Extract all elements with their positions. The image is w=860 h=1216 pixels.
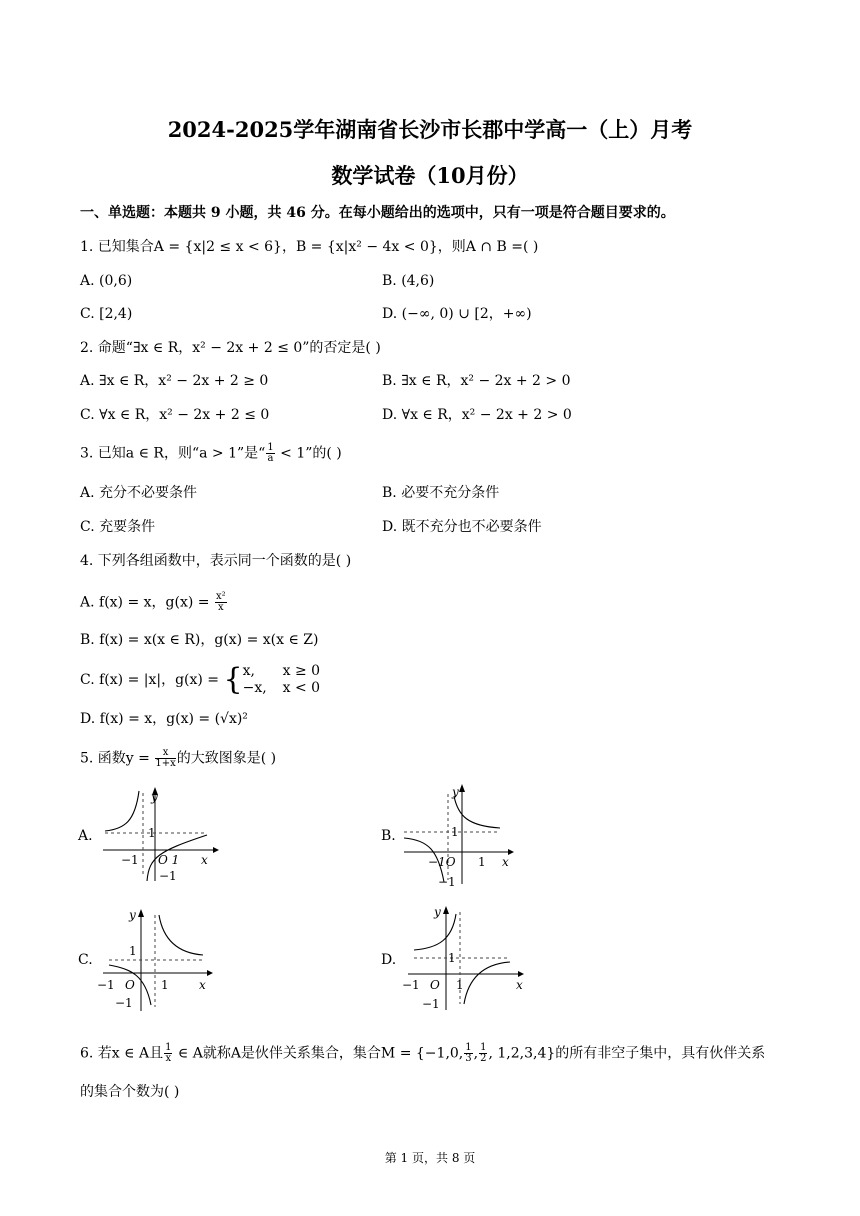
q5-fraction [155,748,175,769]
q3-option-a: A. 充分不必要条件 [80,485,198,501]
q5-stem-b: 的大致图象是( ) [176,750,277,767]
q3-frac-num: 1 [267,442,274,453]
q5b-x-label: x [502,855,509,869]
q5a-y-label: y [151,790,158,804]
page-footer: 第 1 页，共 8 页 [384,1151,476,1165]
q5-frac-num: x [155,748,175,759]
section-heading: 一、单选题：本题共 9 小题，共 46 分。在每小题给出的选项中，只有一项是符合题目要求的。 [80,205,675,221]
q5-label-c: C. [78,952,93,968]
q5b-neg1o-label: −1O [428,855,456,869]
q5-graph-d [400,900,530,1016]
q3-option-d: D. 既不充分也不必要条件 [382,519,542,535]
q1-option-c: C. [2,4) [80,306,133,322]
q5d-neg1y-label: −1 [422,997,440,1011]
q3-stem-a: 3. 已知a ∈ R，则“a > 1”是“ [80,445,266,462]
q1-stem: 1. 已知集合A = {x|2 ≤ x < 6}，B = {x|x² − 4x < 0}，则A ∩ B =( ) [80,239,539,255]
q5-stem [80,748,276,769]
q5d-o-label: O [430,978,440,992]
q5a-one-label: 1 [148,826,156,840]
q1-option-d: D. (−∞, 0) ∪ [2，+∞) [382,306,532,322]
q2-option-b: B. ∃x ∈ R，x² − 2x + 2 > 0 [382,373,571,389]
q3-stem-b: < 1”的( ) [275,445,342,462]
q5-graph-a [95,785,220,885]
q5d-y-label: y [434,905,441,919]
q5d-neg1-label: −1 [402,978,420,992]
q4-c-cases [243,663,320,697]
q3-fraction [266,443,274,464]
q5c-one-label: 1 [129,944,137,958]
q4-option-c [80,660,320,700]
q5b-one-x-label: 1 [478,855,486,869]
q5-graph-c [95,903,220,1013]
q5-label-d: D. [381,952,397,968]
q5d-x-label: x [516,978,523,992]
q3-stem [80,443,342,464]
q2-stem: 2. 命题“∃x ∈ R，x² − 2x + 2 ≤ 0”的否定是( ) [80,340,381,356]
q6-frac-1 [164,1043,172,1064]
q5-label-a: A. [78,828,93,844]
q6-line1-a: 6. 若x ∈ A且 [80,1045,164,1062]
q6-line1-c: , 1,2,3,4}的所有非空子集中，具有伙伴关系 [488,1045,766,1062]
q5c-neg1-label: −1 [97,978,115,992]
q6-line1-b: ∈ A就称A是伙伴关系集合，集合M = {−1,0, [173,1045,464,1062]
q5d-one-label: 1 [448,951,456,965]
q6-f3-den: 2 [480,1053,487,1064]
q4-a-den: x [217,602,224,613]
q4-c-case1a: x, [242,663,255,679]
q4-c-case2a: −x, [242,680,267,696]
q5c-neg1y-label: −1 [115,996,133,1010]
q5-graph-b [400,780,520,890]
q2-option-a: A. ∃x ∈ R，x² − 2x + 2 ≥ 0 [80,373,269,389]
q5d-one-x-label: 1 [456,978,464,992]
q5-stem-a: 5. 函数y = [80,750,155,767]
q5a-neg1y-label: −1 [159,869,177,883]
q3-frac-den: a [267,453,274,464]
q6-f1-den: x [165,1053,172,1064]
q3-option-b: B. 必要不充分条件 [382,485,500,501]
q5b-neg1y-label: −1 [438,875,456,889]
q5-frac-den: 1+x [155,758,176,769]
q4-c-case1b: x ≥ 0 [282,663,321,679]
q4-a-pre: A. f(x) = x，g(x) = [80,594,214,611]
q5c-x-label: x [199,978,206,992]
q4-c-case2b: x < 0 [282,680,321,696]
q5c-y-label: y [129,908,136,922]
q5a-o1-label: O 1 [158,853,180,867]
exam-title-line2: 数学试卷（10月份） [331,163,529,188]
q4-a-num: x² [215,591,226,602]
q6-frac-3 [479,1043,487,1064]
q2-option-d: D. ∀x ∈ R，x² − 2x + 2 > 0 [382,407,572,423]
q4-stem: 4. 下列各组函数中，表示同一个函数的是( ) [80,553,352,569]
q6-f1-num: 1 [165,1042,172,1053]
exam-title-line1: 2024-2025学年湖南省长沙市长郡中学高一（上）月考 [167,117,693,142]
q6-f2-num: 1 [465,1042,472,1053]
q4-c-pre: C. f(x) = |x|，g(x) = [80,672,224,688]
q3-option-c: C. 充要条件 [80,519,156,535]
q4-option-b: B. f(x) = x(x ∈ R)，g(x) = x(x ∈ Z) [80,632,319,648]
q6-line1: 6. 若x ∈ A且 $\frac{1}{x}$ ∈ A就称A是伙伴关系集合，集合M = {−1,0, $\frac{1}{3}$ , $\frac{1}{2}$ , 1,2,3,4}的所有非空子集中，具有伙伴关系 [80,1042,766,1064]
q6-line2: 的集合个数为( ) [80,1084,180,1100]
q4-option-d: D. f(x) = x，g(x) = (√x)² [80,711,248,727]
q1-option-a: A. (0,6) [80,273,133,289]
q4-a-fraction [215,592,227,613]
q6-frac-2 [464,1043,472,1064]
q6-f2-den: 3 [465,1053,472,1064]
q1-option-b: B. (4,6) [382,273,435,289]
q2-option-c: C. ∀x ∈ R，x² − 2x + 2 ≤ 0 [80,407,270,423]
q4-option-a [80,592,228,613]
q6-f3-num: 1 [480,1042,487,1053]
q5c-o-label: O [125,978,135,992]
brace-glyph: { [223,662,243,697]
q5a-x-label: x [201,853,208,867]
q5-label-b: B. [381,828,396,844]
q5c-one-x-label: 1 [161,978,169,992]
q5b-one-label: 1 [451,825,459,839]
q5a-neg1-label: −1 [121,853,139,867]
q5b-y-label: y [452,785,459,799]
